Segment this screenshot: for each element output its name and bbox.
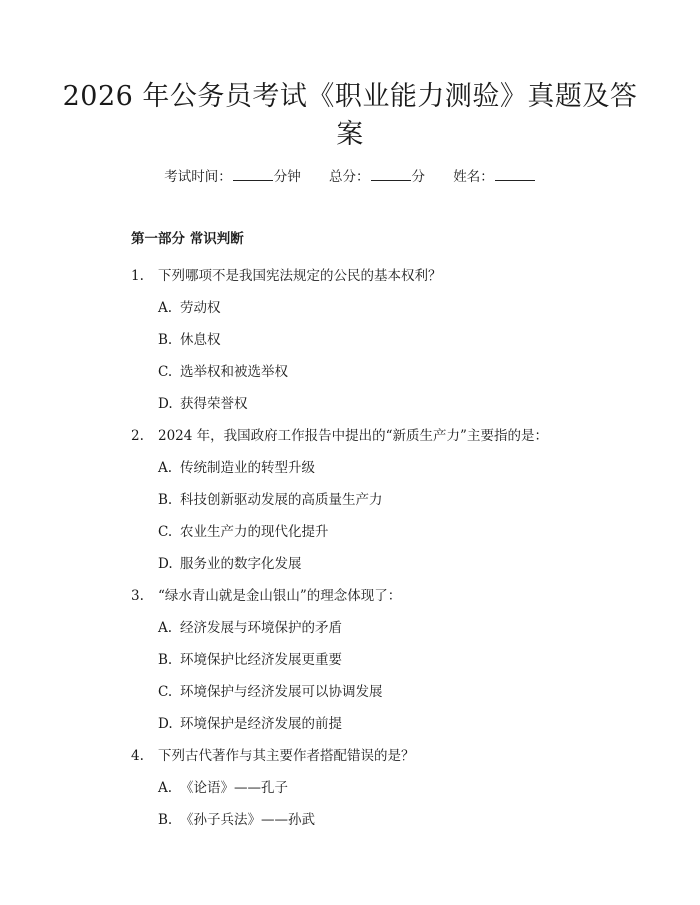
question-stem — [131, 580, 651, 612]
question-text: “绿水青山就是金山银山”的理念体现了： — [158, 588, 402, 604]
option-letter: B. — [158, 492, 173, 508]
question-stem — [131, 420, 651, 452]
option-b — [131, 804, 651, 836]
question-1 — [131, 260, 651, 420]
question-text: 下列古代著作与其主要作者搭配错误的是？ — [158, 748, 415, 764]
option-text: 休息权 — [180, 332, 221, 348]
option-text: 环境保护与经济发展可以协调发展 — [180, 684, 383, 700]
option-text: 科技创新驱动发展的高质量生产力 — [180, 492, 383, 508]
question-2 — [131, 420, 651, 580]
question-number: 3. — [131, 588, 144, 604]
option-text: 经济发展与环境保护的矛盾 — [180, 620, 342, 636]
option-a — [131, 772, 651, 804]
exam-time-unit: 分钟 — [273, 169, 301, 185]
question-stem — [131, 740, 651, 772]
option-a — [131, 452, 651, 484]
option-list — [131, 612, 651, 740]
total-score-label: 总分： — [329, 169, 370, 185]
exam-time-field — [164, 167, 301, 187]
option-letter: C. — [158, 684, 173, 700]
question-number: 1. — [131, 268, 144, 284]
option-d — [131, 388, 651, 420]
option-letter: A. — [158, 460, 173, 476]
option-d — [131, 548, 651, 580]
option-text: 《论语》——孔子 — [180, 780, 288, 796]
option-c — [131, 676, 651, 708]
total-score-blank — [371, 167, 411, 181]
option-letter: D. — [158, 716, 173, 732]
option-c — [131, 516, 651, 548]
option-letter: A. — [158, 300, 173, 316]
option-letter: B. — [158, 652, 173, 668]
option-text: 农业生产力的现代化提升 — [180, 524, 329, 540]
option-letter: A. — [158, 620, 173, 636]
name-field — [453, 167, 536, 187]
option-a — [131, 292, 651, 324]
name-blank — [495, 167, 535, 181]
option-text: 环境保护是经济发展的前提 — [180, 716, 342, 732]
option-list — [131, 292, 651, 420]
option-text: 环境保护比经济发展更重要 — [180, 652, 342, 668]
option-text: 传统制造业的转型升级 — [180, 460, 315, 476]
option-letter: B. — [158, 332, 173, 348]
option-text: 选举权和被选举权 — [180, 364, 288, 380]
question-stem — [131, 260, 651, 292]
question-4 — [131, 740, 651, 836]
option-letter: B. — [158, 812, 173, 828]
option-letter: C. — [158, 524, 173, 540]
option-text: 服务业的数字化发展 — [180, 556, 302, 572]
question-text: 2024 年，我国政府工作报告中提出的“新质生产力”主要指的是： — [158, 428, 548, 444]
total-score-unit: 分 — [411, 169, 425, 185]
option-text: 劳动权 — [180, 300, 221, 316]
option-b — [131, 484, 651, 516]
question-number: 4. — [131, 748, 144, 764]
exam-time-label: 考试时间： — [164, 169, 232, 185]
option-letter: D. — [158, 396, 173, 412]
exam-info-line — [0, 167, 700, 187]
option-b — [131, 324, 651, 356]
option-text: 获得荣誉权 — [180, 396, 248, 412]
total-score-field — [329, 167, 425, 187]
section-title: 第一部分 常识判断 — [131, 231, 244, 247]
name-label: 姓名： — [453, 169, 494, 185]
option-letter: D. — [158, 556, 173, 572]
option-text: 《孙子兵法》——孙武 — [180, 812, 315, 828]
option-d — [131, 708, 651, 740]
exam-time-blank — [233, 167, 273, 181]
option-c — [131, 356, 651, 388]
question-list — [131, 260, 651, 836]
option-list — [131, 772, 651, 836]
question-3 — [131, 580, 651, 740]
option-list — [131, 452, 651, 580]
page-title: 2026 年公务员考试《职业能力测验》真题及答案 — [62, 81, 638, 150]
option-a — [131, 612, 651, 644]
question-number: 2. — [131, 428, 144, 444]
question-text: 下列哪项不是我国宪法规定的公民的基本权利？ — [158, 268, 442, 284]
option-letter: C. — [158, 364, 173, 380]
option-letter: A. — [158, 780, 173, 796]
option-b — [131, 644, 651, 676]
